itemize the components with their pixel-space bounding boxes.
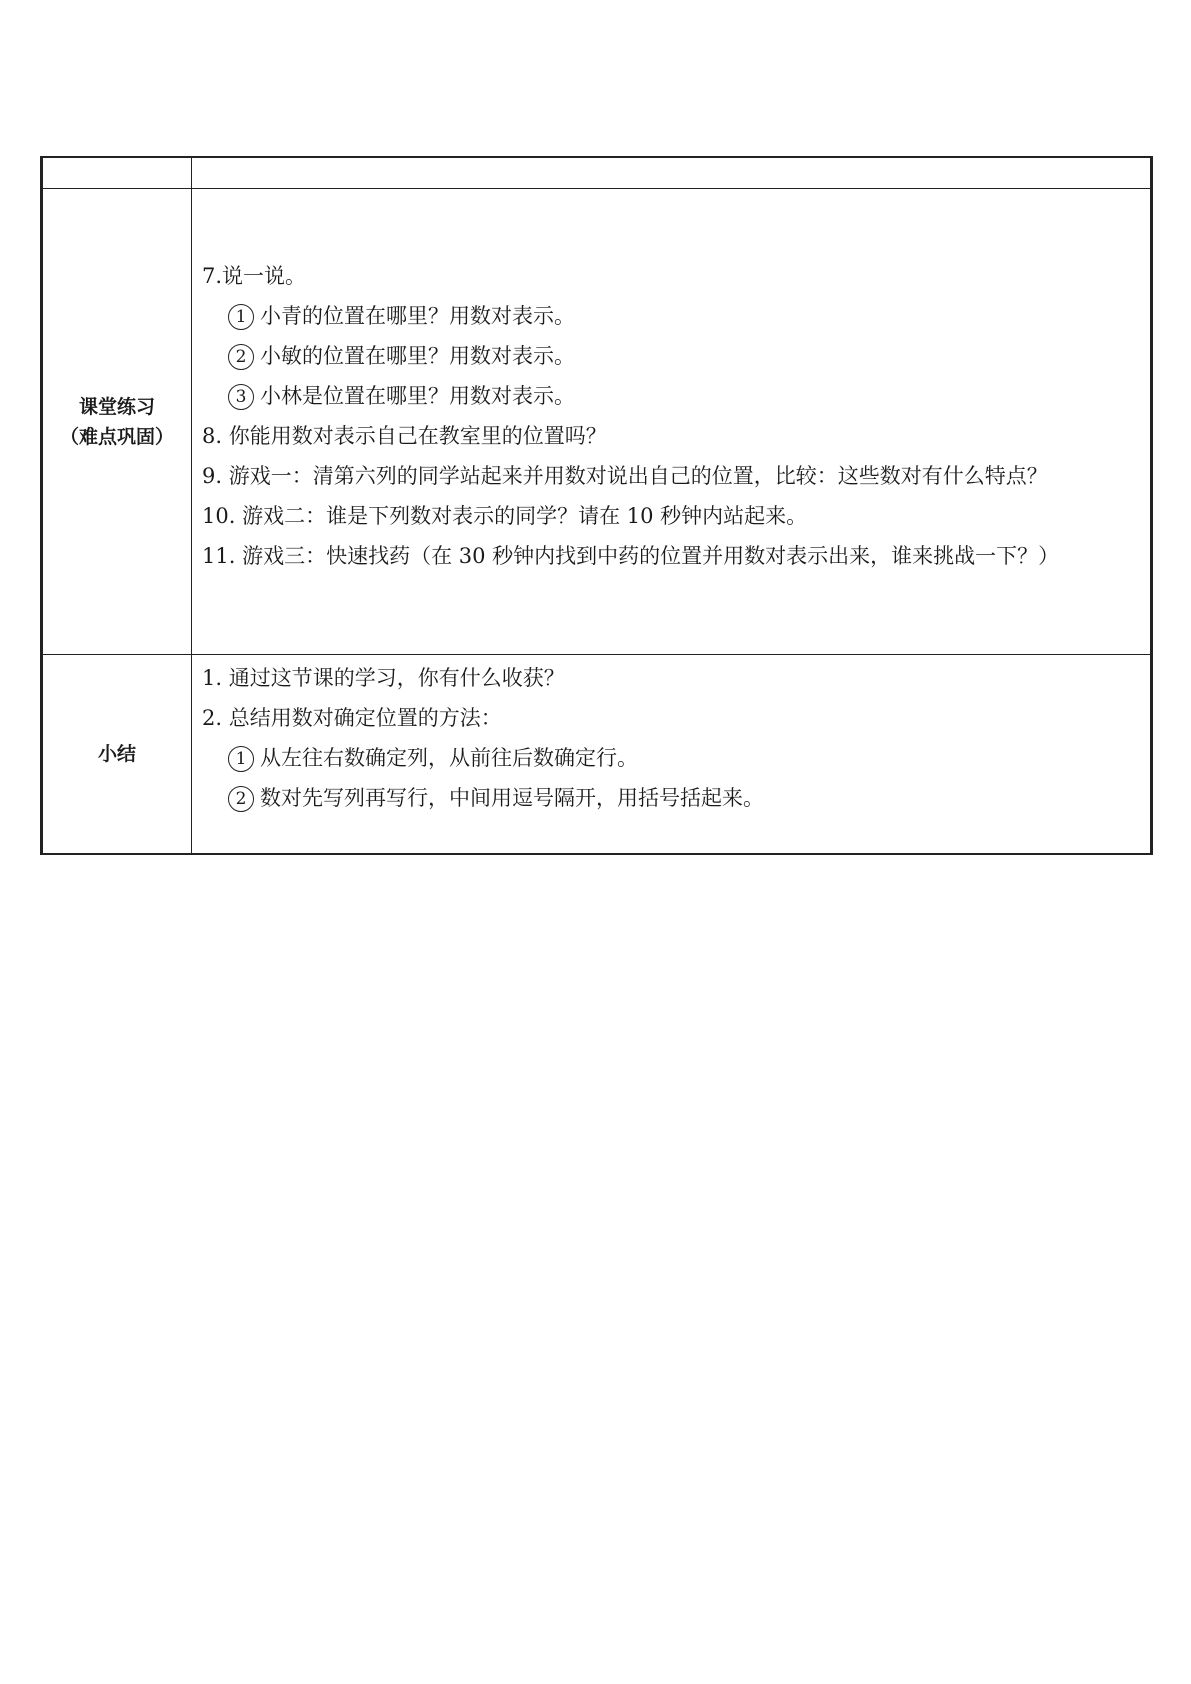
lesson-plan-table [40,156,1153,855]
circled-number-1: 1 [228,304,254,330]
practice-item-7-sub-2 [202,336,1140,376]
practice-item-9: 9. 游戏一：清第六列的同学站起来并用数对说出自己的位置，比较：这些数对有什么特点？ [202,463,1048,488]
summary-item-2: 2. 总结用数对确定位置的方法： [202,706,502,730]
summary-item-1: 1. 通过这节课的学习，你有什么收获？ [202,666,565,690]
sub-text: 小林是位置在哪里？用数对表示。 [260,383,575,408]
sub-text: 从左往右数确定列，从前往后数确定行。 [260,746,638,770]
practice-label-subtitle: （难点巩固） [59,425,174,448]
summary-item-2-sub-2 [202,778,1140,818]
table-row-practice [42,189,1152,655]
practice-item-11: 11. 游戏三：快速找药（在 30 秒钟内找到中药的位置并用数对表示出来，谁来挑战一下？） [202,543,1060,568]
summary-item-2-sub-1 [202,738,1140,778]
table-row-empty [42,157,1152,189]
practice-label-cell [42,189,192,655]
practice-label-title: 课堂练习 [78,395,155,418]
sub-text: 小青的位置在哪里？用数对表示。 [260,303,575,328]
sub-text: 小敏的位置在哪里？用数对表示。 [260,343,575,368]
circled-number-1: 1 [228,746,254,772]
sub-text: 数对先写列再写行，中间用逗号隔开，用括号括起来。 [260,786,764,810]
empty-label-cell [42,157,192,189]
summary-label-cell: 小结 [42,655,192,855]
practice-item-7-sub-3 [202,376,1140,416]
circled-number-2: 2 [228,786,254,812]
empty-content-cell [192,157,1152,189]
table-row-summary [42,655,1152,855]
practice-content-cell [192,189,1152,655]
circled-number-2: 2 [228,344,254,370]
circled-number-3: 3 [228,384,254,410]
practice-item-7-sub-1 [202,296,1140,336]
summary-content-cell [192,655,1152,855]
practice-item-8: 8. 你能用数对表示自己在教室里的位置吗？ [202,423,607,448]
practice-item-7: 7.说一说。 [202,263,307,288]
practice-item-10: 10. 游戏二：谁是下列数对表示的同学？请在 10 秒钟内站起来。 [202,503,808,528]
